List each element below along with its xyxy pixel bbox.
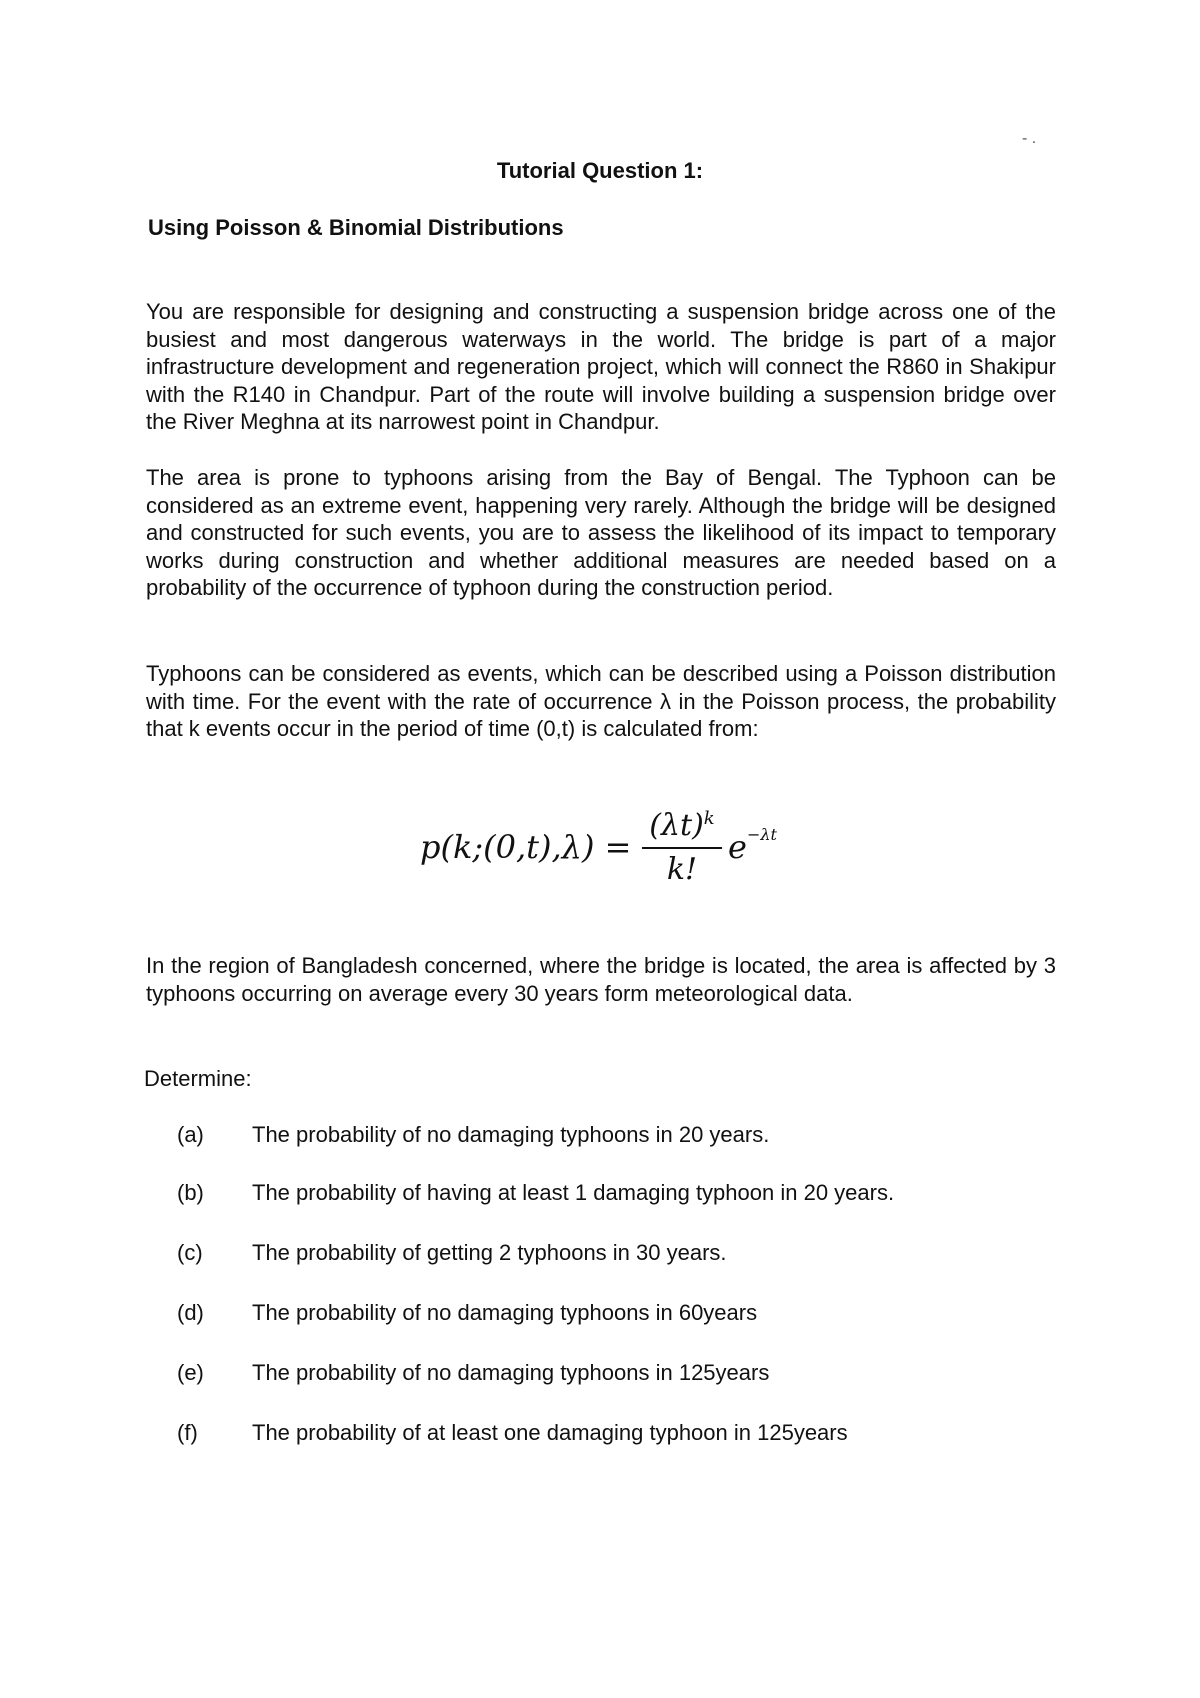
page-title: Tutorial Question 1: <box>496 158 704 183</box>
question-text: The probability of at least one damaging typhoon in 125years <box>252 1420 848 1445</box>
question-label: (c) <box>177 1240 203 1265</box>
formula-lhs: p(k;(0,t),λ) = <box>420 828 632 866</box>
formula-numerator-power: k <box>703 808 715 829</box>
formula-exp-power: −λt <box>746 825 777 845</box>
paragraph-typhoon-context: The area is prone to typhoons arising from the Bay of Bengal. The Typhoon can be considered as an extreme event, happening very rarely. Although the bridge will be designed and constructed for such events, you are to assess the likelihood of its impact to temporary works during construction and whether additional measures are needed based on a probability of the occurrence of typhoon during the construction period. <box>146 465 1056 600</box>
formula-numerator <box>642 800 722 845</box>
paragraph-poisson-description: Typhoons can be considered as events, which can be described using a Poisson distribution with time. For the event with the rate of occurrence λ in the Poisson process, the probability that k events occur in the period of time (0,t) is calculated from: <box>146 661 1056 741</box>
paragraph-intro: You are responsible for designing and constructing a suspension bridge across one of the busiest and most dangerous waterways in the world. The bridge is part of a major infrastructure development and regeneration project, which will connect the R860 in Shakipur with the R140 in Chandpur. Part of the route will involve building a suspension bridge over the River Meghna at its narrowest point in Chandpur. <box>146 299 1056 434</box>
question-label: (f) <box>177 1420 198 1445</box>
formula-fraction-bar <box>642 847 722 849</box>
question-label: (d) <box>177 1300 204 1325</box>
stray-mark: - . <box>1022 130 1037 147</box>
question-label: (e) <box>177 1360 204 1385</box>
formula-exponential <box>728 825 777 866</box>
determine-label: Determine: <box>144 1066 252 1091</box>
formula-numerator-base: (λt) <box>649 808 704 843</box>
page-subtitle: Using Poisson & Binomial Distributions <box>148 215 564 240</box>
question-text: The probability of no damaging typhoons in 125years <box>252 1360 770 1385</box>
question-text: The probability of having at least 1 damaging typhoon in 20 years. <box>252 1180 895 1205</box>
paragraph-region-data: In the region of Bangladesh concerned, where the bridge is located, the area is affected by 3 typhoons occurring on average every 30 years form meteorological data. <box>146 953 1056 1006</box>
question-text: The probability of no damaging typhoons in 60years <box>252 1300 758 1325</box>
question-label: (b) <box>177 1180 204 1205</box>
question-text: The probability of no damaging typhoons in 20 years. <box>252 1122 770 1147</box>
formula-fraction <box>642 800 722 889</box>
question-text: The probability of getting 2 typhoons in 30 years. <box>252 1240 727 1265</box>
formula-denominator: k! <box>666 852 698 887</box>
formula-exp-base: e <box>728 828 747 866</box>
question-label: (a) <box>177 1122 204 1147</box>
poisson-formula <box>420 800 840 900</box>
